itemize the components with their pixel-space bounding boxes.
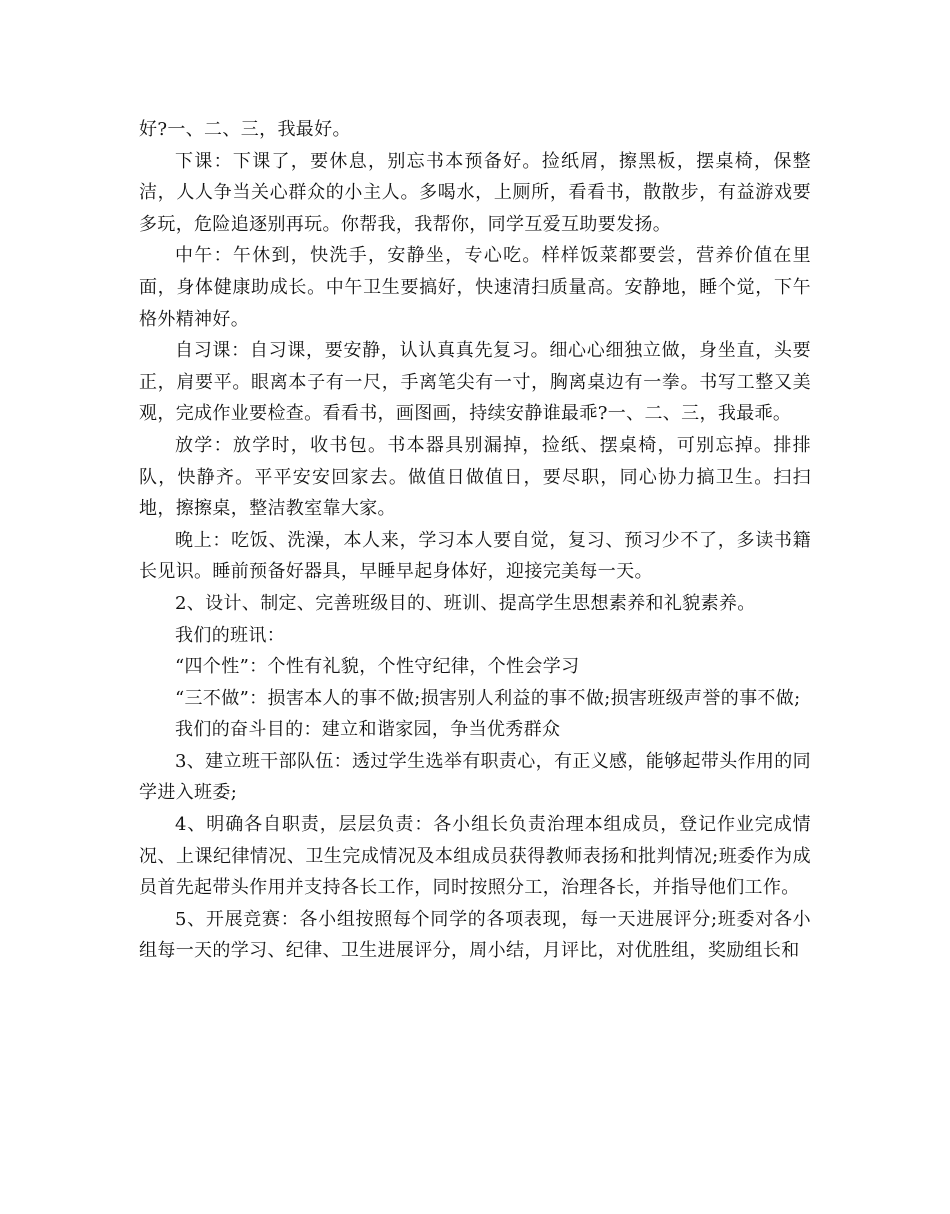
paragraph-dismissal: 放学：放学时，收书包。书本器具别漏掉，捡纸、摆桌椅，可别忘掉。排排队，快静齐。平平安安回家去。做值日做值日，要尽职，同心协力搞卫生。扫扫地，擦擦桌，整洁教室靠大家。: [139, 434, 811, 520]
paragraph-four-personalities: “四个性”：个性有礼貌，个性守纪律，个性会学习: [175, 656, 580, 678]
paragraph-item-3: 3、建立班干部队伍：透过学生选举有职责心，有正义感，能够起带头作用的同学进入班委;: [139, 750, 811, 804]
paragraph-three-donts: “三不做”：损害本人的事不做;损害别人利益的事不做;损害班级声誉的事不做;: [175, 687, 801, 709]
paragraph-continuation: 好?一、二、三，我最好。: [139, 119, 351, 140]
paragraph-item-5: 5、开展竞赛：各小组按照每个同学的各项表现，每一天进展评分;班委对各小组每一天的学习、纪律、卫生进展评分，周小结，月评比，对优胜组，奖励组长和: [139, 908, 811, 962]
paragraph-class-motto-heading: 我们的班讯：: [175, 624, 286, 646]
paragraph-item-2: 2、设计、制定、完善班级目的、班训、提高学生思想素养和礼貌素养。: [175, 592, 756, 614]
paragraph-break-time: 下课：下课了，要休息，别忘书本预备好。捡纸屑，擦黑板，摆桌椅，保整洁，人人争当关心群众的小主人。多喝水，上厕所，看看书，散散步，有益游戏要多玩，危险追逐别再玩。你帮我，我帮你，同学互爱互助要发扬。: [139, 150, 811, 235]
paragraph-evening: 晚上：吃饭、洗澡，本人来，学习本人要自觉，复习、预习少不了，多读书籍长见识。睡前预备好器具，早睡早起身体好，迎接完美每一天。: [139, 529, 811, 583]
paragraph-self-study: 自习课：自习课，要安静，认认真真先复习。细心心细独立做，身坐直，头要正，肩要平。眼离本子有一尺，手离笔尖有一寸，胸离桌边有一拳。书写工整又美观，完成作业要检查。看看书，画图画，持续安静谁最乖?一、二、三，我最乖。: [139, 340, 811, 425]
paragraph-noon: 中午：午休到，快洗手，安静坐，专心吃。样样饭菜都要尝，营养价值在里面，身体健康助成长。中午卫生要搞好，快速清扫质量高。安静地，睡个觉，下午格外精神好。: [139, 245, 811, 330]
paragraph-item-4: 4、明确各自职责，层层负责：各小组长负责治理本组成员，登记作业完成情况、上课纪律情况、卫生完成情况及本组成员获得教师表扬和批判情况;班委作为成员首先起带头作用并支持各长工作，同时按照分工，治理各长，并指导他们工作。: [139, 814, 811, 899]
document-body: [139, 114, 811, 967]
paragraph-goal: 我们的奋斗目的：建立和谐家园，争当优秀群众: [175, 719, 561, 741]
